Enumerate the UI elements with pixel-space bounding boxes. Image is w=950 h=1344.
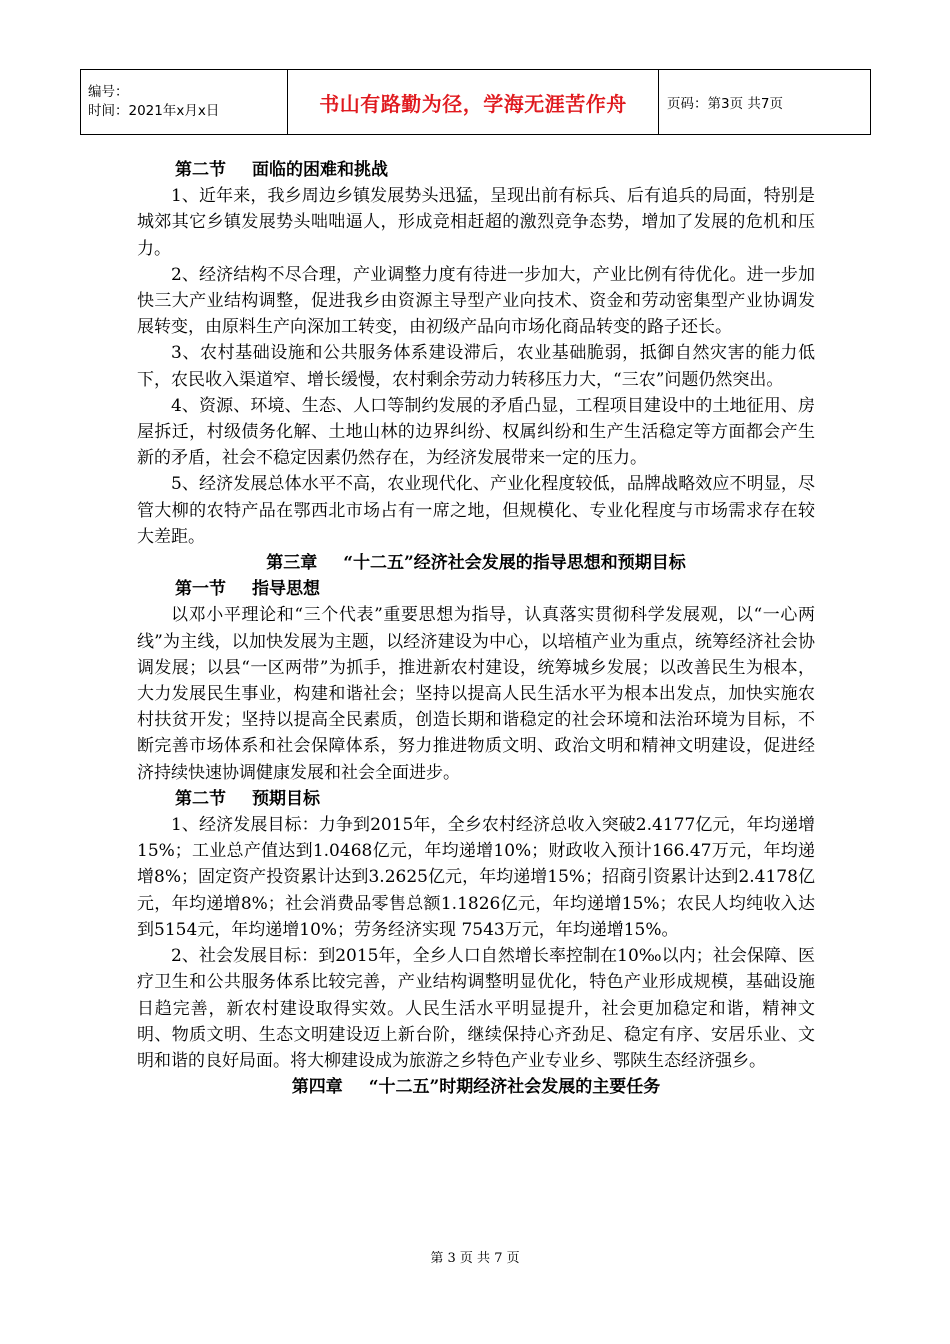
- section-number: 第二节: [175, 788, 226, 809]
- chapter-heading: [137, 1074, 815, 1100]
- document-date-label: 时间：2021年x月x日: [88, 103, 220, 119]
- header-motto: 书山有路勤为径，学海无涯苦作舟: [288, 70, 659, 135]
- section-heading: [137, 576, 815, 602]
- page-header: [80, 69, 871, 135]
- chapter-title: “十二五”经济社会发展的指导思想和预期目标: [343, 553, 686, 574]
- paragraph: 5、经济发展总体水平不高，农业现代化、产业化程度较低，品牌战略效应不明显，尽管大柳的农特产品在鄂西北市场占有一席之地，但规模化、专业化程度与市场需求存在较大差距。: [137, 474, 815, 547]
- section-title: 预期目标: [252, 788, 320, 809]
- chapter-number: 第三章: [266, 553, 318, 574]
- chapter-number: 第四章: [291, 1077, 343, 1098]
- section-heading: [137, 157, 815, 183]
- chapter-title: “十二五”时期经济社会发展的主要任务: [368, 1077, 661, 1098]
- chapter-heading: [137, 550, 815, 576]
- header-page-number: 页码：第3页 共7页: [659, 70, 871, 135]
- section-title: 面临的困难和挑战: [252, 160, 388, 180]
- paragraph: 2、社会发展目标：到2015年，全乡人口自然增长率控制在10‰以内；社会保障、医疗卫生和公共服务体系比较完善，产业结构调整明显优化，特色产业形成规模，基础设施日趋完善，新农村建设取得实效。人民生活水平明显提升，社会更加稳定和谐，精神文明、物质文明、生态文明建设迈上新台阶，继续保持心齐劲足、稳定有序、安居乐业、文明和谐的良好局面。将大柳建设成为旅游之乡特色产业专业乡、鄂陕生态经济强乡。: [137, 946, 815, 1071]
- paragraph: 以邓小平理论和“三个代表”重要思想为指导，认真落实贯彻科学发展观，以“一心两线”为主线，以加快发展为主题，以经济建设为中心，以培植产业为重点，统筹经济社会协调发展；以县“一区两带”为抓手，推进新农村建设，统筹城乡发展；以改善民生为根本，大力发展民生事业，构建和谐社会；坚持以提高人民生活水平为根本出发点，加快实施农村扶贫开发；坚持以提高全民素质，创造长期和谐稳定的社会环境和法治环境为目标，不断完善市场体系和社会保障体系，努力推进物质文明、政治文明和精神文明建设，促进经济持续快速协调健康发展和社会全面进步。: [137, 605, 815, 783]
- page-footer: 第 3 页 共 7 页: [430, 1251, 520, 1266]
- header-meta: [81, 70, 288, 135]
- paragraph: 4、资源、环境、生态、人口等制约发展的矛盾凸显，工程项目建设中的土地征用、房屋拆迁，村级债务化解、土地山林的边界纠纷、权属纠纷和生产生活稳定等方面都会产生新的矛盾，社会不稳定因素仍然存在，为经济发展带来一定的压力。: [137, 395, 815, 469]
- paragraph: 2、经济结构不尽合理，产业调整力度有待进一步加大，产业比例有待优化。进一步加快三大产业结构调整，促进我乡由资源主导型产业向技术、资金和劳动密集型产业协调发展转变，由原料生产向深加工转变，由初级产品向市场化商品转变的路子还长。: [137, 264, 815, 338]
- document-number-label: 编号：: [88, 84, 129, 100]
- section-number: 第二节: [175, 160, 226, 180]
- section-heading: [137, 786, 815, 812]
- paragraph: 3、农村基础设施和公共服务体系建设滞后，农业基础脆弱，抵御自然灾害的能力低下，农民收入渠道窄、增长缓慢，农村剩余劳动力转移压力大，“三农”问题仍然突出。: [137, 343, 815, 390]
- section-title: 指导思想: [252, 579, 320, 600]
- document-body: [137, 157, 815, 1100]
- paragraph: 1、近年来，我乡周边乡镇发展势头迅猛，呈现出前有标兵、后有追兵的局面，特别是城郊其它乡镇发展势头咄咄逼人，形成竞相赶超的激烈竞争态势，增加了发展的危机和压力。: [137, 186, 815, 259]
- paragraph: 1、经济发展目标：力争到2015年，全乡农村经济总收入突破2.4177亿元，年均递增15%；工业总产值达到1.0468亿元，年均递增10%；财政收入预计166.47万元，年均递增8%；固定资产投资累计达到3.2625亿元，年均递增15%；招商引资累计达到2.4178亿元，年均递增8%；社会消费品零售总额1.1826亿元，年均递增15%；农民人均纯收入达到5154元，年均递增10%；劳务经济实现 7543万元，年均递增15%。: [137, 815, 815, 940]
- section-number: 第一节: [175, 579, 226, 600]
